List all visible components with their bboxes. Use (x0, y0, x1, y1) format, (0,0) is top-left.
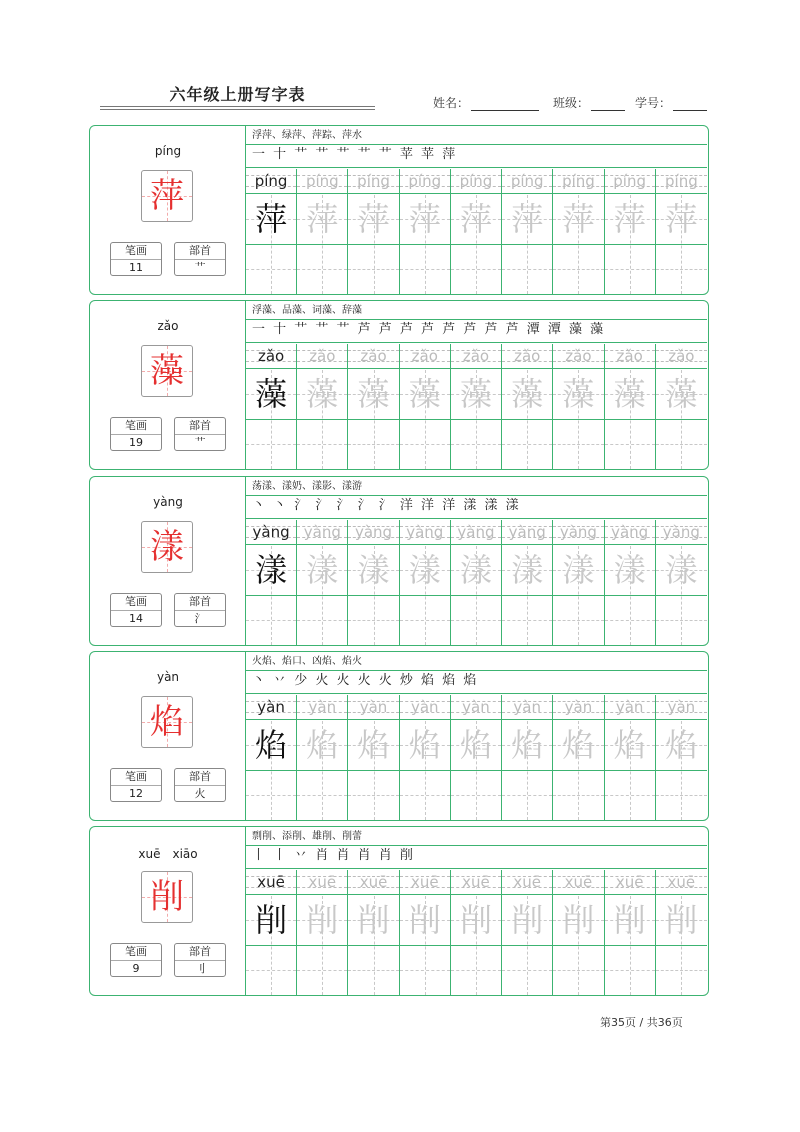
name-field[interactable] (433, 94, 539, 111)
practice-pinyin: yàn (257, 698, 285, 716)
stroke-order: 一 十 艹 艹 艹 芦 芦 芦 芦 芦 芦 芦 芦 潭 潭 藻 藻 (252, 322, 606, 337)
practice-cell[interactable] (502, 169, 553, 294)
char-model: 萍 (150, 176, 184, 216)
practice-pinyin: zǎo (360, 347, 387, 365)
practice-char: 漾 (408, 551, 441, 589)
practice-pinyin: yàn (359, 698, 388, 716)
practice-char: 焰 (511, 726, 544, 764)
practice-pinyin: zǎo (462, 347, 490, 365)
practice-pinyin: zǎo (668, 347, 695, 365)
divider (246, 495, 707, 496)
practice-pinyin: xuē (308, 873, 337, 891)
radical-box (174, 593, 226, 627)
practice-char: 漾 (255, 551, 288, 589)
char-info-panel (90, 827, 246, 995)
student-id-field[interactable] (635, 94, 707, 111)
practice-cell[interactable] (400, 344, 451, 469)
practice-panel (246, 301, 707, 469)
divider (246, 342, 707, 343)
pinyin-row (605, 169, 655, 193)
practice-cell[interactable] (502, 344, 553, 469)
pinyin-row (605, 520, 655, 544)
practice-pinyin: xuē (462, 873, 490, 891)
char-pinyin: yàng (153, 495, 183, 509)
practice-cell[interactable] (451, 169, 502, 294)
practice-char: 焰 (357, 726, 390, 764)
char-pinyin: yàn (156, 670, 180, 684)
pinyin-row (553, 169, 603, 193)
pinyin-row (400, 520, 450, 544)
practice-grid (246, 344, 707, 469)
practice-cell[interactable] (656, 695, 707, 820)
practice-pinyin: xuē (359, 873, 388, 891)
char-model-box (141, 871, 193, 923)
char-pinyin: xuē xiāo (138, 847, 198, 861)
pinyin-row (656, 870, 707, 894)
char-info-panel (90, 126, 246, 294)
practice-char: 萍 (357, 200, 390, 238)
radical-label: 部首 (175, 769, 225, 786)
page-number: 第35页 / 共36页 (600, 1016, 683, 1029)
practice-char: 削 (408, 901, 441, 939)
practice-char: 削 (255, 901, 288, 939)
practice-char: 漾 (562, 551, 595, 589)
practice-cell[interactable] (400, 695, 451, 820)
practice-char: 藻 (562, 375, 595, 413)
practice-cell[interactable] (297, 344, 348, 469)
practice-char: 藻 (408, 375, 441, 413)
pinyin-row (297, 344, 347, 368)
practice-cell[interactable] (553, 695, 604, 820)
practice-grid (246, 870, 707, 995)
pinyin-row (502, 695, 552, 719)
pinyin-row (246, 520, 296, 544)
practice-char: 萍 (408, 200, 441, 238)
practice-char: 萍 (255, 200, 288, 238)
pinyin-row (348, 870, 398, 894)
radical-label: 部首 (175, 418, 225, 435)
radical-box (174, 768, 226, 802)
practice-pinyin: zǎo (411, 347, 438, 365)
practice-char: 焰 (562, 726, 595, 764)
practice-cell[interactable] (553, 520, 604, 645)
practice-cell[interactable] (348, 695, 399, 820)
radical-label: 部首 (175, 594, 225, 611)
pinyin-row (451, 870, 501, 894)
practice-pinyin: píng (665, 172, 698, 190)
stroke-count-value: 12 (129, 787, 143, 800)
example-words: 荡漾、漾奶、漾影、漾游 (252, 481, 362, 492)
practice-cell[interactable] (656, 520, 707, 645)
practice-panel (246, 477, 707, 645)
char-card (89, 651, 709, 821)
radical-value: 艹 (194, 436, 206, 449)
practice-pinyin: yàng (252, 523, 290, 541)
practice-pinyin: yàn (462, 698, 490, 716)
pinyin-row (502, 169, 552, 193)
stroke-count-value: 19 (129, 436, 143, 449)
practice-cell[interactable] (502, 695, 553, 820)
practice-pinyin: zǎo (257, 347, 285, 365)
example-words: 火焰、焰口、凶焰、焰火 (252, 656, 362, 667)
pinyin-row (502, 870, 552, 894)
stroke-count-box (110, 768, 162, 802)
pinyin-row (656, 520, 707, 544)
practice-cell[interactable] (348, 520, 399, 645)
stroke-order: 一 十 艹 艹 艹 艹 艹 苹 苹 萍 (252, 147, 458, 162)
practice-pinyin: xuē (564, 873, 593, 891)
practice-grid (246, 695, 707, 820)
practice-char: 萍 (562, 200, 595, 238)
practice-cell[interactable] (553, 870, 604, 995)
stroke-count-box (110, 242, 162, 276)
char-model: 藻 (150, 351, 184, 391)
example-words: 浮萍、绿萍、萍踪、萍水 (252, 130, 362, 141)
practice-pinyin: xuē (615, 873, 644, 891)
pinyin-row (502, 344, 552, 368)
practice-pinyin: píng (357, 172, 390, 190)
practice-char: 削 (459, 901, 492, 939)
class-field[interactable] (553, 94, 625, 111)
radical-box (174, 417, 226, 451)
char-model: 削 (150, 877, 184, 917)
char-card (89, 476, 709, 646)
practice-char: 萍 (613, 200, 646, 238)
practice-cell[interactable] (605, 344, 656, 469)
practice-char: 藻 (255, 375, 288, 413)
practice-pinyin: píng (254, 172, 288, 190)
char-card (89, 125, 709, 295)
stroke-count-value: 14 (129, 612, 143, 625)
pinyin-row (400, 344, 450, 368)
pinyin-row (605, 870, 655, 894)
practice-char: 焰 (613, 726, 646, 764)
pinyin-row (605, 695, 655, 719)
pinyin-row (297, 520, 347, 544)
practice-cell[interactable] (605, 520, 656, 645)
practice-cell[interactable] (553, 344, 604, 469)
practice-pinyin: píng (459, 172, 493, 190)
student-id-label: 学号： (635, 96, 672, 110)
practice-cell[interactable] (451, 520, 502, 645)
practice-cell[interactable] (297, 520, 348, 645)
practice-pinyin: yàn (308, 698, 337, 716)
practice-char: 漾 (306, 551, 339, 589)
practice-char: 藻 (613, 375, 646, 413)
divider (246, 144, 707, 145)
stroke-count-label: 笔画 (111, 769, 161, 786)
practice-panel (246, 126, 707, 294)
pinyin-row (297, 870, 347, 894)
pinyin-row (246, 169, 296, 193)
char-pinyin: píng (154, 144, 182, 158)
radical-box (174, 242, 226, 276)
page-header (0, 0, 800, 120)
practice-cell[interactable] (246, 870, 297, 995)
practice-char: 削 (562, 901, 595, 939)
practice-cell[interactable] (451, 870, 502, 995)
practice-char: 焰 (306, 726, 339, 764)
practice-cell[interactable] (656, 169, 707, 294)
practice-panel (246, 652, 707, 820)
stroke-order: 丨 丨 丷 肖 肖 肖 肖 削 (252, 848, 415, 863)
char-model-box (141, 345, 193, 397)
pinyin-row (451, 344, 501, 368)
pinyin-row (656, 169, 707, 193)
class-blank[interactable] (591, 96, 625, 111)
practice-char: 焰 (408, 726, 441, 764)
char-info-panel (90, 301, 246, 469)
practice-pinyin: yàng (611, 523, 649, 541)
practice-char: 藻 (511, 375, 544, 413)
practice-cell[interactable] (348, 870, 399, 995)
practice-cell[interactable] (605, 169, 656, 294)
stroke-count-box (110, 417, 162, 451)
stroke-count-value: 9 (132, 962, 140, 975)
radical-value: 艹 (194, 261, 206, 274)
practice-cell[interactable] (400, 520, 451, 645)
practice-cell[interactable] (246, 520, 297, 645)
practice-char: 藻 (306, 375, 339, 413)
radical-box (174, 943, 226, 977)
practice-cell[interactable] (451, 344, 502, 469)
practice-pinyin: zǎo (616, 347, 643, 365)
practice-pinyin: yàng (662, 523, 700, 541)
practice-pinyin: xuē (667, 873, 696, 891)
radical-value: 氵 (194, 612, 206, 625)
practice-pinyin: xuē (513, 873, 542, 891)
practice-char: 漾 (613, 551, 646, 589)
practice-char: 漾 (459, 551, 492, 589)
divider (246, 670, 707, 671)
pinyin-row (451, 695, 501, 719)
practice-char: 削 (613, 901, 646, 939)
practice-cell[interactable] (246, 344, 297, 469)
practice-cell[interactable] (656, 344, 707, 469)
pinyin-row (246, 344, 296, 368)
practice-pinyin: yàng (406, 523, 444, 541)
class-label: 班级： (553, 96, 590, 110)
practice-pinyin: píng (562, 172, 595, 190)
char-model-box (141, 696, 193, 748)
pinyin-row (656, 695, 707, 719)
char-model-box (141, 521, 193, 573)
pinyin-row (502, 520, 552, 544)
divider (246, 868, 707, 869)
practice-pinyin: yàn (513, 698, 541, 716)
char-card (89, 826, 709, 996)
name-label: 姓名： (433, 96, 470, 110)
pinyin-row (451, 520, 501, 544)
practice-char: 焰 (459, 726, 492, 764)
practice-cell[interactable] (348, 169, 399, 294)
pinyin-row (297, 695, 347, 719)
practice-pinyin: yàng (508, 523, 546, 541)
practice-char: 萍 (511, 200, 544, 238)
practice-pinyin: yàng (559, 523, 597, 541)
radical-label: 部首 (175, 243, 225, 260)
practice-pinyin: píng (305, 172, 339, 190)
practice-pinyin: zǎo (309, 347, 336, 365)
pinyin-row (553, 520, 603, 544)
practice-cell[interactable] (605, 870, 656, 995)
practice-char: 削 (511, 901, 544, 939)
practice-char: 藻 (357, 375, 390, 413)
example-words: 剽削、添削、雄削、削蕾 (252, 831, 362, 842)
name-blank[interactable] (471, 96, 539, 111)
practice-pinyin: yàn (615, 698, 644, 716)
practice-cell[interactable] (297, 169, 348, 294)
stroke-order: 丶 丶 氵 氵 氵 氵 氵 洋 洋 洋 漾 漾 漾 (252, 498, 521, 513)
practice-cell[interactable] (451, 695, 502, 820)
practice-pinyin: yàn (564, 698, 593, 716)
practice-cell[interactable] (297, 870, 348, 995)
student-id-blank[interactable] (673, 96, 707, 111)
practice-cell[interactable] (348, 344, 399, 469)
stroke-count-label: 笔画 (111, 594, 161, 611)
practice-char: 漾 (665, 551, 698, 589)
pinyin-row (246, 870, 296, 894)
divider (246, 693, 707, 694)
radical-label: 部首 (175, 944, 225, 961)
pinyin-row (553, 344, 603, 368)
pinyin-row (553, 870, 603, 894)
practice-pinyin: xuē (410, 873, 439, 891)
practice-cell[interactable] (246, 695, 297, 820)
divider (246, 518, 707, 519)
practice-char: 漾 (357, 551, 390, 589)
practice-cell[interactable] (400, 169, 451, 294)
pinyin-row (297, 169, 347, 193)
practice-cell[interactable] (605, 695, 656, 820)
practice-cell[interactable] (502, 870, 553, 995)
practice-cell[interactable] (246, 169, 297, 294)
practice-cell[interactable] (297, 695, 348, 820)
char-pinyin: zǎo (157, 319, 179, 333)
practice-char: 萍 (306, 200, 339, 238)
title-underline (100, 106, 375, 107)
practice-cell[interactable] (400, 870, 451, 995)
practice-char: 削 (306, 901, 339, 939)
pinyin-row (246, 695, 296, 719)
practice-char: 萍 (459, 200, 492, 238)
char-model-box (141, 170, 193, 222)
pinyin-row (348, 695, 398, 719)
practice-pinyin: yàn (667, 698, 696, 716)
practice-char: 焰 (255, 726, 288, 764)
pinyin-row (348, 169, 398, 193)
practice-cell[interactable] (553, 169, 604, 294)
practice-char: 漾 (511, 551, 544, 589)
char-info-panel (90, 477, 246, 645)
pinyin-row (656, 344, 707, 368)
practice-grid (246, 520, 707, 645)
practice-pinyin: zǎo (514, 347, 541, 365)
divider (246, 845, 707, 846)
stroke-count-label: 笔画 (111, 418, 161, 435)
practice-grid (246, 169, 707, 294)
char-model: 焰 (150, 702, 184, 742)
radical-value: 火 (194, 787, 206, 800)
practice-cell[interactable] (502, 520, 553, 645)
practice-char: 萍 (665, 200, 698, 238)
pinyin-row (605, 344, 655, 368)
stroke-count-label: 笔画 (111, 944, 161, 961)
radical-value: 刂 (194, 962, 206, 975)
practice-char: 藻 (459, 375, 492, 413)
pinyin-row (400, 695, 450, 719)
stroke-count-box (110, 593, 162, 627)
char-info-panel (90, 652, 246, 820)
divider (246, 319, 707, 320)
practice-char: 焰 (665, 726, 698, 764)
practice-char: 藻 (665, 375, 698, 413)
pinyin-row (553, 695, 603, 719)
pinyin-row (400, 169, 450, 193)
practice-pinyin: xuē (257, 873, 285, 891)
practice-panel (246, 827, 707, 995)
pinyin-row (451, 169, 501, 193)
practice-char: 削 (357, 901, 390, 939)
practice-pinyin: yàng (303, 523, 341, 541)
stroke-order: 丶 丷 少 火 火 火 火 炒 焰 焰 焰 (252, 673, 479, 688)
stroke-count-box (110, 943, 162, 977)
practice-pinyin: píng (613, 172, 646, 190)
practice-pinyin: zǎo (565, 347, 592, 365)
char-model: 漾 (150, 527, 184, 567)
practice-pinyin: yàng (457, 523, 495, 541)
page-title: 六年级上册写字表 (169, 85, 306, 104)
practice-pinyin: yàng (354, 523, 393, 541)
pinyin-row (400, 870, 450, 894)
pinyin-row (348, 344, 398, 368)
divider (246, 167, 707, 168)
char-card (89, 300, 709, 470)
practice-pinyin: yàn (410, 698, 439, 716)
practice-pinyin: píng (408, 172, 442, 190)
practice-cell[interactable] (656, 870, 707, 995)
practice-char: 削 (665, 901, 698, 939)
stroke-count-label: 笔画 (111, 243, 161, 260)
title-underline-2 (100, 109, 375, 110)
practice-pinyin: píng (510, 172, 544, 190)
stroke-count-value: 11 (129, 261, 143, 274)
example-words: 浮藻、品藻、词藻、辞藻 (252, 305, 362, 316)
pinyin-row (348, 520, 398, 544)
